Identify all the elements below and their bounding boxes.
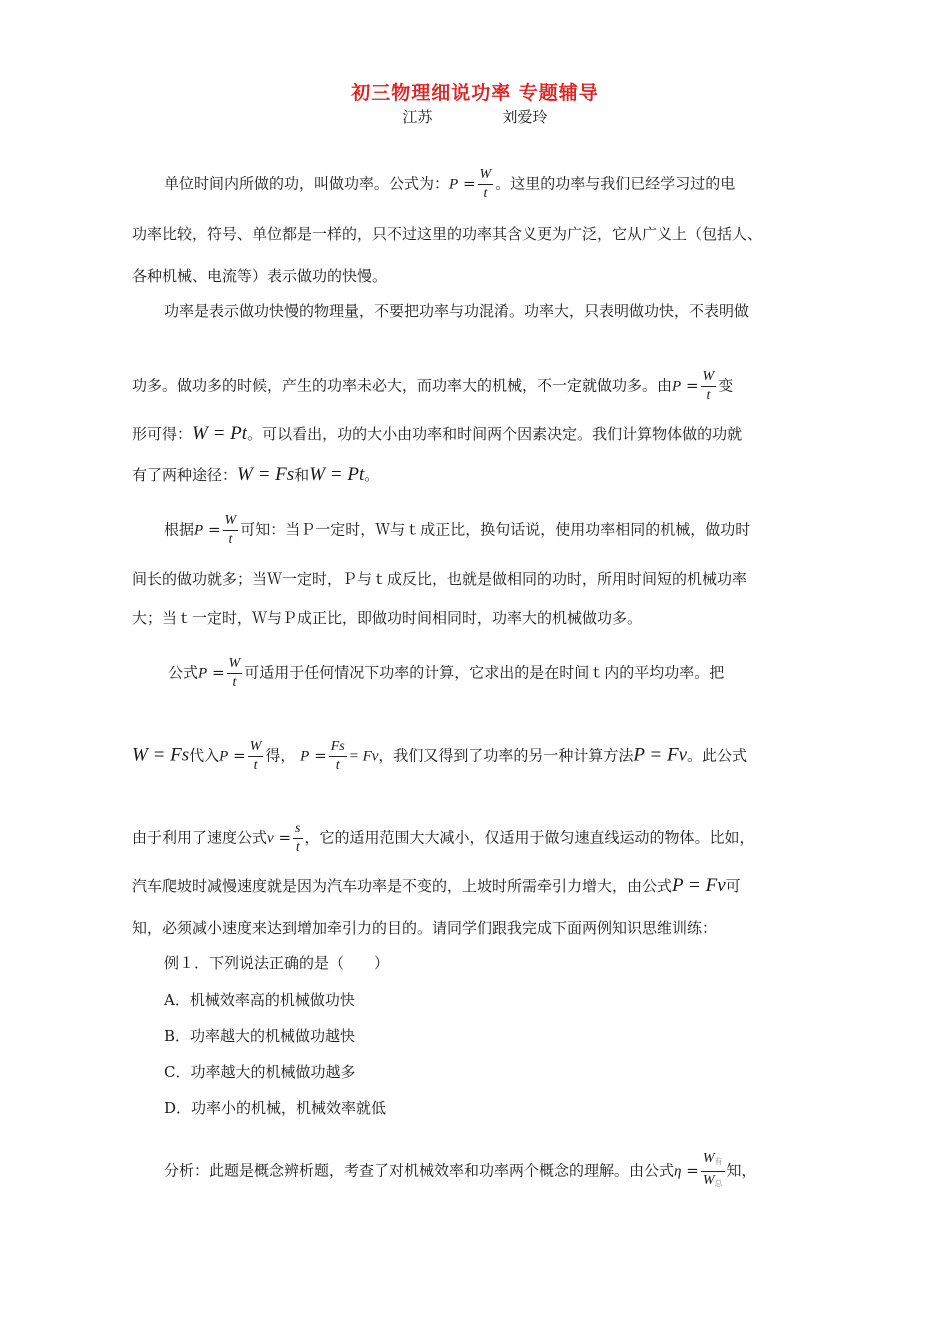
formula-p-fs-t: $\frac{Fs}{t}$ <box>330 739 345 773</box>
formula-w-pt: W = Pt <box>309 464 365 485</box>
option-c: C．功率越大的机械做功越多 <box>164 1063 356 1081</box>
paragraph-4-line-3: 由于利用了速度公式v = $\frac{s}{t}$ ，它的适用范围大大减小，仅适用于做匀速直线运动的物体。比如， <box>132 821 755 855</box>
formula-p-fv: P = Fv <box>633 744 688 766</box>
paragraph-2-line-2: 功多。做功多的时候，产生的功率未必大，而功率大的机械，不一定就做功多。由P = $\frac{W}{t}$ 变 <box>132 369 734 403</box>
paragraph-1-line-3: 各种机械、电流等）表示做功的快慢。 <box>132 267 388 285</box>
author-region: 江苏 <box>402 108 433 126</box>
formula-p-fv: P = Fv <box>672 875 726 896</box>
option-d: D．功率小的机械，机械效率就低 <box>164 1099 387 1117</box>
paragraph-2-line-1: 功率是表示做功快慢的物理量，不要把功率与功混淆。功率大，只表明做功快，不表明做 <box>164 302 750 320</box>
author-name: 刘爱玲 <box>502 108 548 126</box>
formula-p-w-t: $\frac{W}{t}$ <box>224 513 237 547</box>
paragraph-4-line-5: 知，必须减小速度来达到增加牵引力的目的。请同学们跟我完成下面两例知识思维训练： <box>132 919 718 937</box>
option-b: B．功率越大的机械做功越快 <box>164 1027 356 1045</box>
paragraph-2-line-3: 形可得：W = Pt。可以看出，功的大小由功率和时间两个因素决定。我们计算物体做的功就 <box>132 423 743 444</box>
formula-efficiency: $\frac{W_有}{W_总}$ <box>702 1151 723 1188</box>
formula-w-fs: W = Fs <box>132 744 190 766</box>
option-a: A．机械效率高的机械做功快 <box>164 991 355 1009</box>
analysis-line: 分析：此题是概念辨析题，考查了对机械效率和功率两个概念的理解。由公式η = $\frac{W_有}{W_总}$ 知， <box>164 1150 757 1193</box>
formula-p-w-t: $\frac{W}{t}$ <box>479 167 492 201</box>
formula-w-pt: W = Pt <box>192 423 248 444</box>
author-line <box>0 106 950 127</box>
formula-v-s-t: $\frac{s}{t}$ <box>295 821 301 855</box>
paragraph-4-line-2: W = Fs代入P = $\frac{W}{t}$ 得， P = $\frac{Fs}{t}$ = Fv，我们又得到了功率的另一种计算方法P = Fv。此公式 <box>132 739 748 773</box>
page-title: 初三物理细说功率 专题辅导 <box>351 82 599 104</box>
paragraph-2-line-4: 有了两种途径：W = Fs和W = Pt。 <box>132 464 380 485</box>
formula-w-fs: W = Fs <box>237 464 295 485</box>
paragraph-4-line-1: 公式P = $\frac{W}{t}$ 可适用于任何情况下功率的计算，它求出的是在时间ｔ内的平均功率。把 <box>168 656 725 690</box>
paragraph-3-line-2: 间长的做功就多；当Ｗ一定时，Ｐ与ｔ成反比，也就是做相同的功时，所用时间短的机械功率 <box>132 570 748 588</box>
formula-p-w-t: $\frac{W}{t}$ <box>702 369 715 403</box>
formula-p-w-t: $\frac{W}{t}$ <box>228 656 241 690</box>
formula-p-w-t: $\frac{W}{t}$ <box>249 739 262 773</box>
paragraph-3-line-1: 根据P = $\frac{W}{t}$ 可知：当Ｐ一定时，Ｗ与ｔ成正比，换句话说，使用功率相同的机械，做功时 <box>164 513 751 547</box>
paragraph-1-line-1: 单位时间内所做的功，叫做功率。公式为：P = $\frac{W}{t}$ 。这里的功率与我们已经学习过的电 <box>164 167 736 201</box>
example-question: 例１．下列说法正确的是（ ） <box>164 954 390 972</box>
paragraph-4-line-4: 汽车爬坡时减慢速度就是因为汽车功率是不变的，上坡时所需牵引力增大，由公式P = Fv可 <box>132 875 741 896</box>
paragraph-3-line-3: 大；当ｔ一定时，Ｗ与Ｐ成正比，即做功时间相同时，功率大的机械做功多。 <box>132 609 643 627</box>
paragraph-1-line-2: 功率比较，符号、单位都是一样的，只不过这里的功率其含义更为广泛，它从广义上（包括人、 <box>132 225 763 243</box>
